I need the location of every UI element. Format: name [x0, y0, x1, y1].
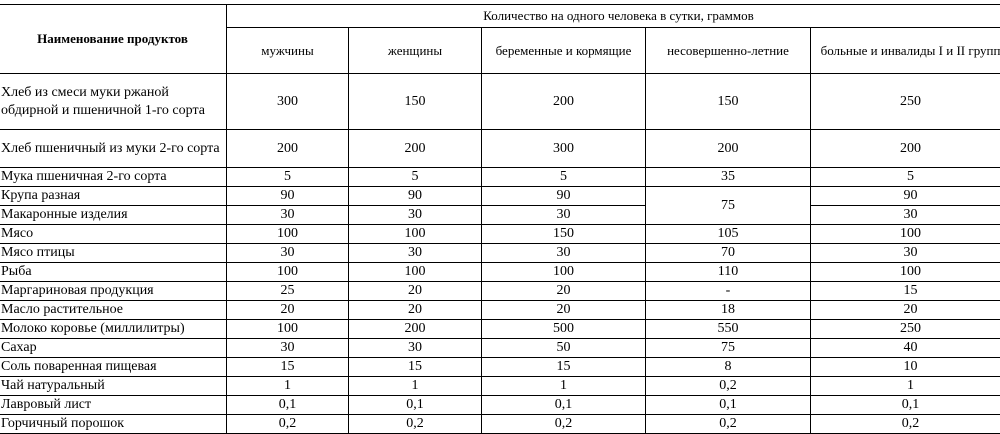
value-cell: 15	[349, 358, 482, 377]
table-row	[0, 301, 1000, 320]
table-row	[0, 396, 1000, 415]
value-cell: 35	[646, 168, 811, 187]
value-cell: 25	[227, 282, 349, 301]
value-cell: 0,1	[811, 396, 1000, 415]
value-cell: 200	[349, 130, 482, 168]
value-cell: 30	[349, 339, 482, 358]
value-cell: 90	[349, 187, 482, 206]
value-cell: 1	[482, 377, 646, 396]
value-cell: 1	[227, 377, 349, 396]
value-cell: 0,2	[646, 377, 811, 396]
product-name-header: Наименование продуктов	[0, 5, 227, 74]
value-cell: 20	[482, 282, 646, 301]
value-cell: 90	[811, 187, 1000, 206]
product-name: Мясо	[0, 225, 227, 244]
value-cell: 90	[482, 187, 646, 206]
value-cell: 30	[811, 206, 1000, 225]
value-cell: 30	[482, 244, 646, 263]
value-cell: 5	[811, 168, 1000, 187]
product-name: Сахар	[0, 339, 227, 358]
value-cell: 100	[811, 225, 1000, 244]
value-cell: 40	[811, 339, 1000, 358]
value-cell: 300	[227, 74, 349, 130]
value-cell: 200	[482, 74, 646, 130]
table-row	[0, 187, 1000, 206]
value-cell: 20	[811, 301, 1000, 320]
value-cell: 0,2	[227, 415, 349, 434]
product-name: Крупа разная	[0, 187, 227, 206]
norms-table-container	[0, 4, 1000, 434]
value-cell: 150	[646, 74, 811, 130]
value-cell: 10	[811, 358, 1000, 377]
value-cell: 8	[646, 358, 811, 377]
table-row	[0, 377, 1000, 396]
value-cell: 105	[646, 225, 811, 244]
product-name: Лавровый лист	[0, 396, 227, 415]
value-cell: 550	[646, 320, 811, 339]
value-cell: 1	[811, 377, 1000, 396]
column-header-women: женщины	[349, 28, 482, 74]
table-row	[0, 282, 1000, 301]
table-row	[0, 339, 1000, 358]
value-cell: 0,1	[482, 396, 646, 415]
value-cell: 5	[227, 168, 349, 187]
value-cell: 200	[227, 130, 349, 168]
column-header-disabled: больные и инвалиды I и II групп	[811, 28, 1000, 74]
value-cell: 250	[811, 320, 1000, 339]
table-row	[0, 168, 1000, 187]
value-cell: 200	[349, 320, 482, 339]
value-cell: 200	[811, 130, 1000, 168]
column-header-pregnant: беременные и кормящие	[482, 28, 646, 74]
column-header-minors: несовершенно-летние	[646, 28, 811, 74]
value-cell: 20	[349, 301, 482, 320]
value-cell: 15	[811, 282, 1000, 301]
value-cell: 100	[227, 320, 349, 339]
table-row	[0, 74, 1000, 130]
column-header-men: мужчины	[227, 28, 349, 74]
product-name: Маргариновая продукция	[0, 282, 227, 301]
table-row	[0, 225, 1000, 244]
value-cell: 0,1	[227, 396, 349, 415]
value-cell: 250	[811, 74, 1000, 130]
product-name: Молоко коровье (миллилитры)	[0, 320, 227, 339]
value-cell: 30	[227, 206, 349, 225]
value-cell: 30	[349, 206, 482, 225]
value-cell: 5	[349, 168, 482, 187]
value-cell: 300	[482, 130, 646, 168]
value-cell: 30	[811, 244, 1000, 263]
product-name: Горчичный порошок	[0, 415, 227, 434]
value-cell: 100	[227, 263, 349, 282]
product-name: Рыба	[0, 263, 227, 282]
table-row	[0, 263, 1000, 282]
product-name: Мясо птицы	[0, 244, 227, 263]
value-cell: 150	[482, 225, 646, 244]
product-name: Хлеб из смеси муки ржаной обдирной и пшеничной 1-го сорта	[0, 74, 227, 130]
value-cell: 30	[482, 206, 646, 225]
value-cell: 30	[227, 339, 349, 358]
table-row	[0, 206, 1000, 225]
table-row	[0, 244, 1000, 263]
value-cell: 0,2	[349, 415, 482, 434]
value-cell: 5	[482, 168, 646, 187]
value-cell: 0,2	[811, 415, 1000, 434]
value-cell: 18	[646, 301, 811, 320]
value-cell: 20	[482, 301, 646, 320]
value-cell: 110	[646, 263, 811, 282]
value-cell: 0,1	[646, 396, 811, 415]
product-name: Чай натуральный	[0, 377, 227, 396]
value-cell: 20	[227, 301, 349, 320]
value-cell: 20	[349, 282, 482, 301]
value-cell: 150	[349, 74, 482, 130]
table-row	[0, 415, 1000, 434]
product-name: Хлеб пшеничный из муки 2-го сорта	[0, 130, 227, 168]
table-row	[0, 130, 1000, 168]
value-cell: 500	[482, 320, 646, 339]
product-name: Соль поваренная пищевая	[0, 358, 227, 377]
value-cell: 100	[227, 225, 349, 244]
value-cell-merged: 75	[646, 187, 811, 225]
table-row	[0, 320, 1000, 339]
value-cell: 0,2	[482, 415, 646, 434]
value-cell: 75	[646, 339, 811, 358]
table-row	[0, 358, 1000, 377]
product-name: Макаронные изделия	[0, 206, 227, 225]
value-cell: 90	[227, 187, 349, 206]
product-name: Масло растительное	[0, 301, 227, 320]
value-cell: 30	[349, 244, 482, 263]
product-name: Мука пшеничная 2-го сорта	[0, 168, 227, 187]
value-cell: 1	[349, 377, 482, 396]
value-cell: 100	[811, 263, 1000, 282]
value-cell: 0,1	[349, 396, 482, 415]
value-cell: 15	[482, 358, 646, 377]
value-cell: 50	[482, 339, 646, 358]
value-cell: -	[646, 282, 811, 301]
quantity-group-header: Количество на одного человека в сутки, граммов	[227, 5, 1000, 28]
value-cell: 100	[349, 225, 482, 244]
value-cell: 100	[349, 263, 482, 282]
food-norms-table	[0, 4, 1000, 434]
value-cell: 100	[482, 263, 646, 282]
value-cell: 15	[227, 358, 349, 377]
value-cell: 0,2	[646, 415, 811, 434]
value-cell: 200	[646, 130, 811, 168]
value-cell: 70	[646, 244, 811, 263]
value-cell: 30	[227, 244, 349, 263]
